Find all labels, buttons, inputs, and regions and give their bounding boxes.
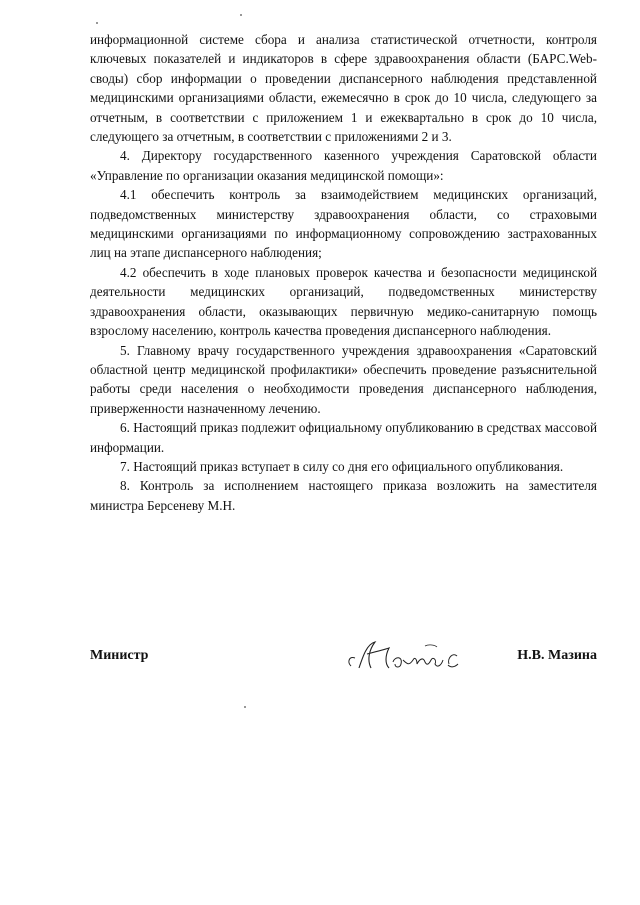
scan-speck — [244, 706, 246, 708]
document-body — [90, 30, 597, 515]
scan-speck — [240, 14, 242, 16]
signer-name: Н.В. Мазина — [517, 648, 597, 663]
paragraph-4-1: 4.1 обеспечить контроль за взаимодействием медицинских организаций, подведомственных министерству здравоохранения области, со страховыми медицинскими организациями по информационному сопровождению застрахованных лиц на этапе диспансерного наблюдения; — [90, 187, 597, 261]
paragraph-8: 8. Контроль за исполнением настоящего приказа возложить на заместителя министра Берсеневу М.Н. — [90, 478, 597, 513]
scan-speck — [96, 22, 98, 24]
paragraph-4: 4. Директору государственного казенного учреждения Саратовской области «Управление по организации оказания медицинской помощи»: — [90, 148, 597, 183]
paragraph-7: 7. Настоящий приказ вступает в силу со дня его официального опубликования. — [120, 458, 564, 474]
handwritten-signature — [345, 638, 465, 674]
paragraph-continuation: информационной системе сбора и анализа статистической отчетности, контроля ключевых показателей и индикаторов в сфере здравоохранения области (БАРС.Web-своды) сбор информации о проведении диспансерного наблюдения представленной медицинскими организациями области, ежемесячно в срок до 10 числа, следующего за отчетным, в соответствии с приложением 1 и ежеквартально в срок до 10 числа, следующего за отчетным, в соответствии с приложениями 2 и 3. — [90, 32, 597, 145]
paragraph-6: 6. Настоящий приказ подлежит официальному опубликованию в средствах массовой информации. — [90, 420, 597, 455]
signature-row — [90, 648, 597, 678]
signer-position: Министр — [90, 648, 149, 663]
paragraph-5: 5. Главному врачу государственного учреждения здравоохранения «Саратовский областной центр медицинской профилактики» обеспечить проведение разъяснительной работы среди населения о необходимости проведения диспансерного наблюдения, приверженности назначенному лечению. — [90, 342, 597, 416]
paragraph-4-2: 4.2 обеспечить в ходе плановых проверок качества и безопасности медицинской деятельности медицинских организаций, подведомственных министерству здравоохранения области, оказывающих первичную медико-санитарную помощь взрослому населению, контроль качества проведения диспансерного наблюдения. — [90, 264, 597, 339]
